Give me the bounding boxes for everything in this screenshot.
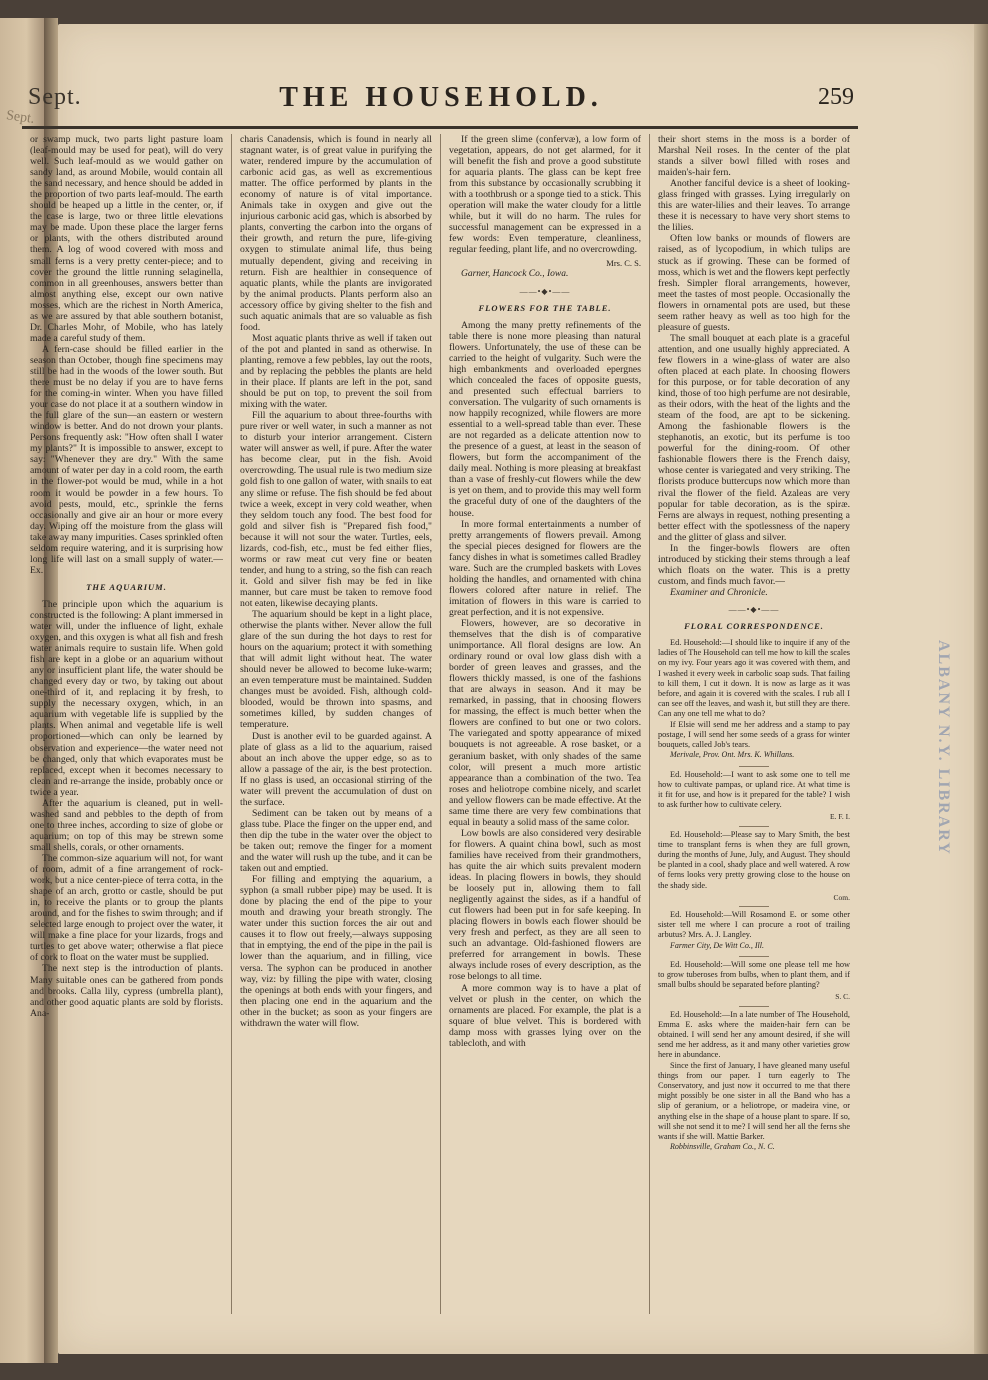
letter-separator [739,826,769,827]
paragraph: Flowers, however, are so decorative in themselves that the dish is of comparative unimportance. All floral designs are low. An ordinary round or oval low glass dish with a border of green leaves and grasses, and the flowers thickly massed, is one of the fashions that are always in season. And it may be remarked, in passing, that in choosing flowers for massing, the effect is much better when the flowers are confined to but one or two colors. The variegated and spotty appearance of mixed bouquets is not agreeable. A rose basket, or a geranium basket, with only shades of the same color, will present a much more artistic appearance than a combination of the two. Tea roses and heliotrope combine nicely, and scarlet and yellow flowers can be made effective. At the same time there are very few combinations that equal in beauty a solid mass of the same color. [449,617,641,828]
paragraph: For filling and emptying the aquarium, a syphon (a small rubber pipe) may be used. It is done by placing the end of the pipe to your mouth and drawing your breath strongly. The water under this suction forces the air out and causes it to flow out freely,—always supposing that in emptying, the end of the pipe in the pail is lower than the aquarium, and in filling, vice versa. The syphon can be produced in another way, viz: by filling the pipe with water, closing the openings at both ends with your fingers, and then placing one end in the aquarium and the other in the bucket; as soon as your fingers are withdrawn the water will flow. [240,874,432,1029]
paragraph: The aquarium should be kept in a light place, otherwise the plants wither. Never allow the full glare of the sun during the hot days to rest for hours on the aquarium; protect it with something that will admit light without heat. The water should never be allowed to become luke-warm; an even temperature must be maintained. Sudden changes must be avoided. Fish, although cold-blooded, would be thrown into spasms, and sometimes killed, by sudden changes of temperature. [240,609,432,731]
letter: Ed. Household:—Will Rosamond E. or some other sister tell me where I can procure a root of trailing arbutus? Mrs. A. J. Langley. [658,909,850,940]
paragraph: Low bowls are also considered very desirable for flowers. A quaint china bowl, such as most families have received from their grandmothers, has quite the air which suits prevalent modern ideas. In placing flowers in bowls, they should be loosely put in, allowing them to fall negligently against the sides, as if a handful of cut flowers had been put in for safe keeping. In placing flowers in bowls each flower should be very fresh and perfect, as they are all seen to such an advantage. Old-fashioned flowers are preferred for arrangement in bowls. These always include roses of every description, as the rose belongs to all time. [449,827,641,983]
column-4 [649,134,858,1314]
section-divider-ornament: ——•◆•—— [519,286,571,296]
letter-separator [739,906,769,907]
paragraph: Most aquatic plants thrive as well if taken out of the pot and planted in sand as otherwise. In planting, remove a few pebbles, lay out the roots, and by replacing the pebbles the plants are held in their place. If plants are left in the pot, sand should be put on top, to prevent the soil from mixing with the water. [240,332,432,411]
author-location: Garner, Hancock Co., Iowa. [461,268,569,279]
column-2 [231,134,440,1314]
section-divider-ornament: ——•◆•—— [728,604,780,614]
section-heading-flowers: FLOWERS FOR THE TABLE. [478,302,612,313]
paragraph: The next step is the introduction of plants. Many suitable ones can be gathered from ponds and brooks. Calla lily, cypress (umbrella plant), and other good aquatic plants are sold by florists. Ana- [30,963,223,1019]
masthead-title: THE HOUSEHOLD. [279,82,603,113]
letter-signature: Merivale, Prov. Ont. Mrs. K. Whillans. [670,750,795,760]
letter: Ed. Household:—I want to ask some one to tell me how to cultivate pampas, or upland rice. At what time is it fit for use, and how is it prepared for the table? I wish to ask further how to cultivate celery. [658,769,850,810]
paragraph: charis Canadensis, which is found in nearly all stagnant water, is of great value in purifying the water, rendered impure by the accumulation of carbonic acid gas, as well as excrementious matter. The office performed by plants in the economy of nature is of vital importance. Animals take in oxygen and give out the injurious carbonic acid gas, which is absorbed by plants, converting the carbon into the organs of their growth, and return the pure, life-giving oxygen to stimulate animal life, thus being mutually dependent, giving and receiving in return. Fish are healthier in consequence of aquatic plants, while the plants are invigorated by the animal products. Plants perform also an accessory office by giving shelter to the fish and such aquatic animals that are so valuable as fish food. [240,134,432,333]
header-rule [22,126,858,129]
paragraph-source: Examiner and Chronicle. [670,586,768,598]
paragraph: If the green slime (confervæ), a low form of vegetation, appears, do not get alarmed, for it will benefit the fish and prove a good substitute for aquaria plants. The glass can be kept free from this substance by occasionally scrubbing it with a toothbrush or a sponge tied to a stick. This operation will make the water cloudy for a little while, but it will do no harm. The rules for successful management can be expressed in a few words: Even temperature, cleanliness, regular feeding, plant life, and no overcrowding. [449,134,641,256]
letter: Ed. Household:—In a late number of The Household, Emma E. asks where the maiden-hair fern can be obtained. I will send her any amount desired, if she will send me her address, as it and many other varieties grow here in abundance. [658,1009,850,1060]
paragraph: Among the many pretty refinements of the table there is none more pleasing than natural flowers. Unfortunately, the use of these can be carried to the height of vulgarity. Such were the high embankments and overloaded epergnes which concealed the faces of opposite guests, and presented such effectual barriers to conversation. The vulgarity of such ornaments is now happily recognized, while flowers are more essential to a well-spread table than ever. These are not regarded as a delicate attention now to the presence of a guest, at least in the season of flowers, but form the accompaniment of the daily meal. Nothing is more pleasing at breakfast than a vase of freshly-cut flowers while the dew is yet on them, and to provide this may well form the graceful duty of one of the daughters of the house. [449,319,641,519]
paragraph: or swamp muck, two parts light pasture loam (leaf-mould may be used for peat), will do very well. Such leaf-mould as we would gather on sandy land, as around Mobile, would contain all the sand necessary, and hence should be added in the proportion of two parts leaf-mould. The earth should be heaped up a little in the center, or, if the case is large, two or three little elevations may be made. Upon these place the larger ferns or plants, with the others distributed around them. A log of wood covered with moss and small ferns is a very pretty center-piece; and to cover the ground the little running selaginella, common in all greenhouses, answers better than almost anything else, except our own native mosses, which are the richest in North America, as we are assured by that able southern botanist, Dr. Charles Mohr, of Mobile, who has lately made a careful study of them. [30,134,223,344]
section-heading-correspondence: FLORAL CORRESPONDENCE. [684,621,824,632]
letter: Ed. Household:—Will some one please tell me how to grow tuberoses from bulbs, when to plant them, and if small bulbs should be separated before planting? [658,959,850,990]
letter-signature: S. C. [835,992,850,1002]
paragraph: their short stems in the moss is a border of Marshal Neil roses. In the center of the plat stands a silver bowl filled with roses and maiden's-hair fern. [658,134,850,179]
paragraph: Dust is another evil to be guarded against. A plate of glass as a lid to the aquarium, raised about an inch above the upper edge, so as to allow a passage of the air, is the best protection. If no glass is used, an occasional stirring of the water will prevent the accumulation of dust on the surface. [240,730,432,808]
page-edge-shadow [974,24,988,1354]
letter-signature: Robbinsville, Graham Co., N. C. [670,1142,775,1152]
letter-separator [739,956,769,957]
paragraph: A fern-case should be filled earlier in the season than October, though fine specimens may still be had in the woods of the lower south. But there must be no delay if you are to have ferns for the coming-in winter. When you have filled your case do not place it at a southern window in the full glare of the sun—an eastern or western window is better. And do not drown your plants. Persons frequently ask: "How often shall I water my plants?" It is impossible to answer, except to say: "Whenever they are dry." With the same amount of water per day in a cold room, the earth in the flower-pot would be mud, while in a hot room it would be powder in a few hours. To avoid pests, mould, etc., sprinkle the ferns occasionally and give air an hour or more every day. Wiping off the moisture from the glass will take away many impurities. Cases sprinkled often seldom require watering, and it is surprising how long life will last on a small supply of water.—Ex. [30,343,223,576]
letter: If Elsie will send me her address and a stamp to pay postage, I will send her some seeds of a grass for winter bouquets, called Job's tears. [658,719,850,750]
previous-page-month: Sept. [5,108,36,127]
letter-separator [739,766,769,767]
letter-signature: E. F. I. [829,812,850,822]
correspondence-block [658,638,850,1152]
author-signature: Mrs. C. S. [606,257,641,268]
page-number: 259 [818,84,854,110]
paragraph: Sediment can be taken out by means of a glass tube. Place the finger on the upper end, and then dip the tube in the water over the object to be taken out; remove the finger for a moment and the water will rush up the tube, and it can be taken out and emptied. [240,807,432,875]
paragraph: After the aquarium is cleaned, put in well-washed sand and pebbles to the depth of from one to three inches, according to size of globe or aquarium; on top of this may be strewn some small shells, corals, or other ornaments. [30,797,223,853]
paragraph: Fill the aquarium to about three-fourths with pure river or well water, in such a manner as not to disturb your interior arrangement. Cistern water will answer as well, if pure. After the water has become clear, put in the fish. Avoid overcrowding. The usual rule is two medium size gold fish to one gallon of water, with snails to eat any slime or refuse. The fish should be fed about twice a week, except in very cold weather, when they seldom touch any food. The best food for gold and silver fish is "Prepared fish food," because it will not sour the water. Turtles, eels, lizards, cod-fish, etc., must be fed either flies, worms or raw meat cut very fine or beaten tender, and hung to a string, so the fish can reach it. Gold and silver fish may be fed in like manner, but care must be taken to remove food not eaten, likewise decaying plants. [240,410,432,609]
letter-separator [739,1006,769,1007]
letter: Ed. Household:—Please say to Mary Smith, the best time to transplant ferns is when they are full grown, during the months of June, July, and August. They should be planted in a cool, shady place and well watered. A row of ferns looks very pretty growing close to the house on the shady side. [658,829,850,890]
header-month: Sept. [28,84,82,110]
column-1 [22,134,231,1314]
paragraph: Another fanciful device is a sheet of looking-glass fringed with grasses. Lying irregularly on this are water-lilies and their leaves. To arrange these it is necessary to have very short stems to the lilies. [658,178,850,234]
column-3 [440,134,649,1314]
letter-signature: Farmer City, De Witt Co., Ill. [670,940,764,950]
letter-signature: Com. [833,892,850,902]
letter: Ed. Household:—I should like to inquire if any of the ladies of The Household can tell me how to kill the scales on my ivy. Four years ago it was covered with them, and I washed it every week in carbolic soap suds. That failing to kill them, I cut it down. It is now as large as it was before, and again it is covered with the scales. I rub all I can see off the leaves, and wash it, but still they are there. Can any one tell me what to do? [658,638,850,719]
paragraph: The common-size aquarium will not, for want of room, admit of a fine arrangement of rock-work, but a nice center-piece of terra cotta, in the shape of an arch, grotto or castle, should be put in, to receive the plants or to group the plants around, and for the fishes to swim through; and if selected large enough to project over the water, it will make a fine place for your lizards, frogs and turtles to get above water; otherwise a flat piece of cork to float on the water must be supplied. [30,853,223,964]
paragraph: Often low banks or mounds of flowers are raised, as of lycopodium, in which tulips are stuck as if growing. These can be formed of moss, which is wet and the flowers kept perfectly fresh. Simpler floral arrangements, however, meet the tastes of most people. Occasionally the flowers in ornamental pots are used, but these seem rather heavy as well as too high for the pleasure of guests. [658,233,850,333]
section-heading-aquarium: THE AQUARIUM. [86,581,167,592]
library-stamp: ALBANY N.Y. LIBRARY [935,640,952,856]
paragraph: A more common way is to have a plat of velvet or plush in the center, on which the ornaments are placed. For example, the plat is a square of blue velvet. This is bordered with damp moss with grasses lying over on the tablecloth, and with [449,982,641,1049]
article-columns [22,134,858,1314]
paragraph: The small bouquet at each plate is a graceful attention, and one usually highly appreciated. A few flowers in a wine-glass of water are also often placed at each plate. In choosing flowers for this purpose, or for table decoration of any kind, those of too high perfume are not desirable, as their odors, with the heat of the lights and the steam of the food, are apt to be sickening. Among the fashionable flowers is the stephanotis, an exotic, but its perfume is too powerful for the dining-room. Of other fashionable flowers there is the French daisy, whose center is variegated and very striking. The florists produce buttercups now which more than rival the flower of the field. Azaleas are very popular for table decoration, as is the spiræ. Ferns are always in request, nothing presenting a better effect with the spotlessness of the napery and the glitter of glass and silver. [658,332,850,543]
paragraph: The principle upon which the aquarium is constructed is the following: A plant immersed in water will, under the influence of light, exhale oxygen, and this oxygen is what all fish and fresh water animals require to sustain life. When gold fish are kept in a globe or an aquarium without any or insufficient plant life, the water should be changed every day or two, by taking out about one-third of it, and replacing it by fresh, to supply the necessary oxygen, which, in an aquarium with vegetable life is supplied by the plants. When animal and vegetable life is well proportioned—which can only be learned by observation and experience—the water need not be changed, only that which evaporates must be replaced, except when it becomes necessary to clean and re-arrange the inside, probably once or twice a year. [30,598,223,798]
letter: Since the first of January, I have gleaned many useful things from our paper. I turn eagerly to The Conservatory, and just now it occurred to me that there might possibly be one sister in all the Band who has a slip of geranium, or a heliotrope, or madeira vine, or anything else in the shape of a house plant to spare. If so, will she not send it to me? I will send her all the ferns she wants if she will. Mattie Barker. [658,1060,850,1141]
page-header [28,82,854,122]
paragraph: In the finger-bowls flowers are often introduced by sticking their stems through a leaf which floats on the water. This is a pretty custom, and finds much favor.— [658,542,850,587]
paragraph: In more formal entertainments a number of pretty arrangements of flowers prevail. Among the special pieces designed for flowers are the fancy dishes in what is sometimes called Bradley ware. Such are the crumpled baskets with Loves holding the handles, and ornamented with china flowers colored after nature in relief. The imitation of flowers in this ware is carried to great perfection, and it is not expensive. [449,518,641,618]
